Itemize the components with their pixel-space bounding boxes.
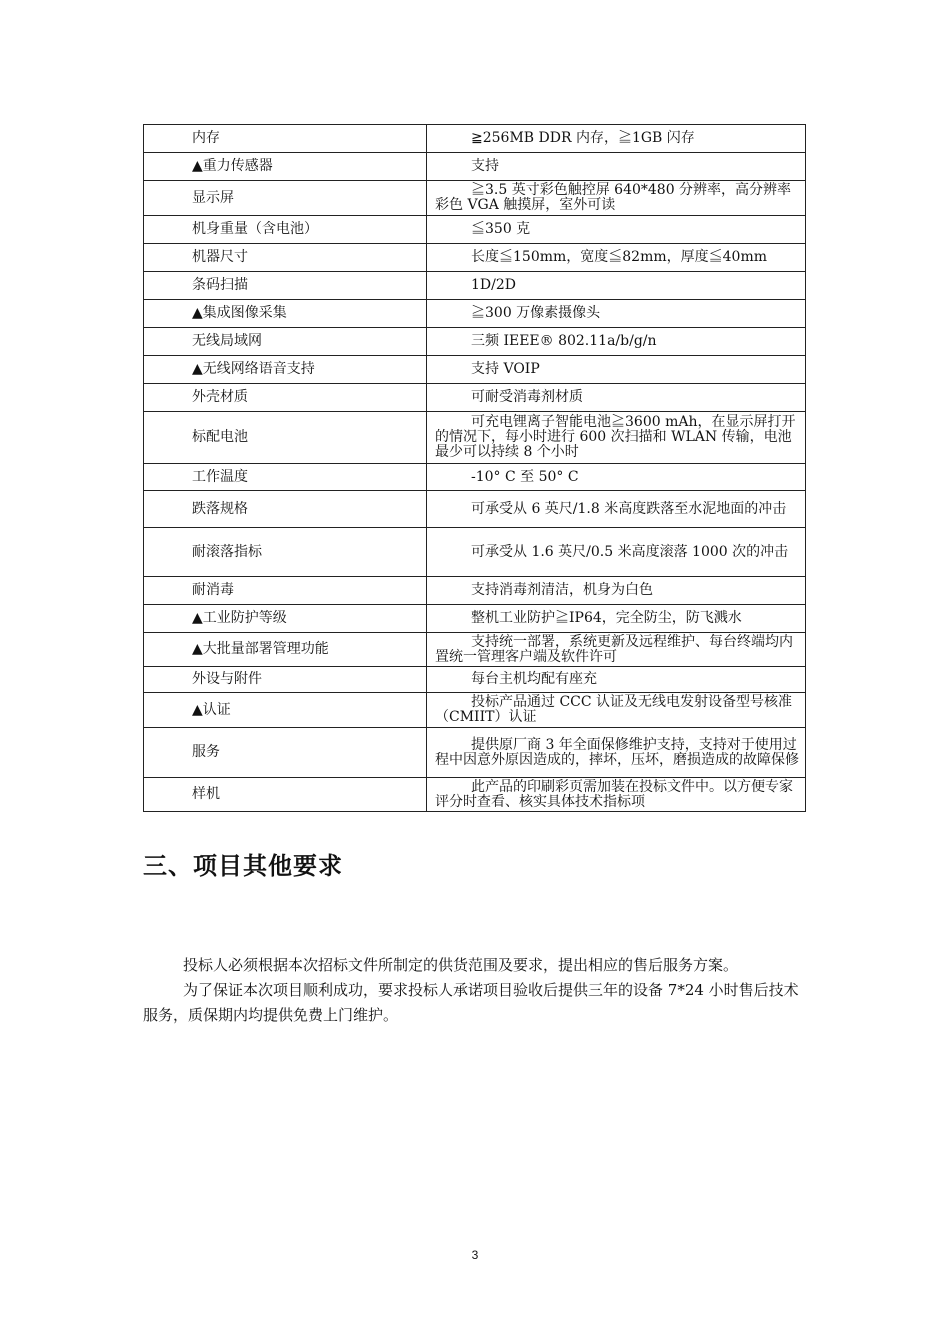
spec-value-text: -10° C 至 50° C xyxy=(471,468,579,485)
spec-value xyxy=(427,577,806,605)
spec-value-text: 整机工业防护≧IP64，完全防尘，防飞溅水 xyxy=(471,610,742,626)
page-number: 3 xyxy=(471,1248,479,1262)
table-row xyxy=(144,356,806,384)
table-row xyxy=(144,153,806,181)
spec-value xyxy=(427,356,806,384)
paragraph: 为了保证本次项目顺利成功，要求投标人承诺项目验收后提供三年的设备 7*24 小时售后技术服务，质保期内均提供免费上门维护。 xyxy=(143,981,799,1024)
spec-value xyxy=(427,605,806,633)
spec-value-text: 每台主机均配有座充 xyxy=(471,671,597,687)
table-row xyxy=(144,125,806,153)
spec-value xyxy=(427,778,806,812)
table-row xyxy=(144,491,806,528)
spec-value xyxy=(427,633,806,667)
table-row xyxy=(144,272,806,300)
spec-value-text: 可承受从 6 英尺/1.8 米高度跌落至水泥地面的冲击 xyxy=(471,500,787,517)
spec-value xyxy=(427,491,806,528)
spec-name: 条码扫描 xyxy=(144,272,427,300)
spec-name: 样机 xyxy=(144,778,427,812)
table-row xyxy=(144,384,806,412)
spec-value-text: ≦350 克 xyxy=(471,221,531,237)
spec-name: 耐滚落指标 xyxy=(144,528,427,577)
spec-value-text: 可承受从 1.6 英尺/0.5 米高度滚落 1000 次的冲击 xyxy=(471,543,789,560)
spec-name: ▲认证 xyxy=(144,693,427,728)
spec-value-text: ≧300 万像素摄像头 xyxy=(471,305,601,321)
table-row xyxy=(144,728,806,778)
spec-value-text: 1D/2D xyxy=(471,277,516,293)
table-row xyxy=(144,464,806,491)
table-row xyxy=(144,633,806,667)
spec-name: 机身重量（含电池） xyxy=(144,216,427,244)
spec-name: 跌落规格 xyxy=(144,491,427,528)
spec-value-text: ≧3.5 英寸彩色触控屏 640*480 分辨率，高分辨率彩色 VGA 触摸屏，室外可读 xyxy=(435,182,792,213)
spec-value-text: 此产品的印刷彩页需加装在投标文件中。以方便专家评分时查看、核实具体技术指标项 xyxy=(435,778,793,810)
table-row xyxy=(144,605,806,633)
spec-value xyxy=(427,464,806,491)
spec-value xyxy=(427,153,806,181)
table-row xyxy=(144,412,806,464)
spec-name: 外设与附件 xyxy=(144,667,427,693)
spec-value-text: 提供原厂商 3 年全面保修维护支持，支持对于使用过程中因意外原因造成的，摔坏，压坏，磨损造成的故障保修 xyxy=(435,736,799,768)
spec-name: 服务 xyxy=(144,728,427,778)
table-row xyxy=(144,216,806,244)
spec-value xyxy=(427,412,806,464)
spec-value xyxy=(427,272,806,300)
spec-value-text: 可充电锂离子智能电池≧3600 mAh，在显示屏打开的情况下，每小时进行 600 次扫描和 WLAN 传输，电池最少可以持续 8 个小时 xyxy=(435,414,796,460)
spec-name: ▲重力传感器 xyxy=(144,153,427,181)
table-row xyxy=(144,181,806,216)
spec-value-text: 支持 VOIP xyxy=(471,361,540,377)
spec-name: 标配电池 xyxy=(144,412,427,464)
spec-value xyxy=(427,693,806,728)
spec-name: 内存 xyxy=(144,125,427,153)
spec-name: 机器尺寸 xyxy=(144,244,427,272)
table-row xyxy=(144,778,806,812)
spec-name: ▲集成图像采集 xyxy=(144,300,427,328)
spec-name: ▲工业防护等级 xyxy=(144,605,427,633)
spec-value-text: 投标产品通过 CCC 认证及无线电发射设备型号核准（CMIIT）认证 xyxy=(435,694,793,725)
spec-value xyxy=(427,181,806,216)
spec-value xyxy=(427,216,806,244)
spec-value-text: 可耐受消毒剂材质 xyxy=(471,389,583,405)
paragraph: 投标人必须根据本次招标文件所制定的供货范围及要求，提出相应的售后服务方案。 xyxy=(183,956,739,974)
spec-value-text: 支持 xyxy=(471,158,499,174)
spec-value xyxy=(427,667,806,693)
spec-name: ▲无线网络语音支持 xyxy=(144,356,427,384)
spec-name: 耐消毒 xyxy=(144,577,427,605)
spec-table xyxy=(143,124,806,812)
table-row xyxy=(144,577,806,605)
spec-name: 显示屏 xyxy=(144,181,427,216)
spec-value-text: 三频 IEEE® 802.11a/b/g/n xyxy=(471,333,657,349)
spec-value xyxy=(427,528,806,577)
section-heading: 三、项目其他要求 xyxy=(143,852,343,880)
table-row xyxy=(144,328,806,356)
spec-value xyxy=(427,300,806,328)
spec-name: 工作温度 xyxy=(144,464,427,491)
spec-value xyxy=(427,328,806,356)
spec-value xyxy=(427,384,806,412)
spec-value xyxy=(427,728,806,778)
table-row xyxy=(144,528,806,577)
spec-value-text: ≧256MB DDR 内存，≧1GB 闪存 xyxy=(471,130,695,146)
table-row xyxy=(144,667,806,693)
spec-value-text: 长度≦150mm，宽度≦82mm，厚度≦40mm xyxy=(471,249,768,265)
table-row xyxy=(144,300,806,328)
table-row xyxy=(144,244,806,272)
spec-value-text: 支持消毒剂清洁，机身为白色 xyxy=(471,582,653,598)
table-row xyxy=(144,693,806,728)
spec-value-text: 支持统一部署，系统更新及远程维护、每台终端均内置统一管理客户端及软件许可 xyxy=(435,633,793,665)
spec-name: 无线局域网 xyxy=(144,328,427,356)
spec-value xyxy=(427,244,806,272)
spec-name: 外壳材质 xyxy=(144,384,427,412)
spec-name: ▲大批量部署管理功能 xyxy=(144,633,427,667)
spec-value xyxy=(427,125,806,153)
